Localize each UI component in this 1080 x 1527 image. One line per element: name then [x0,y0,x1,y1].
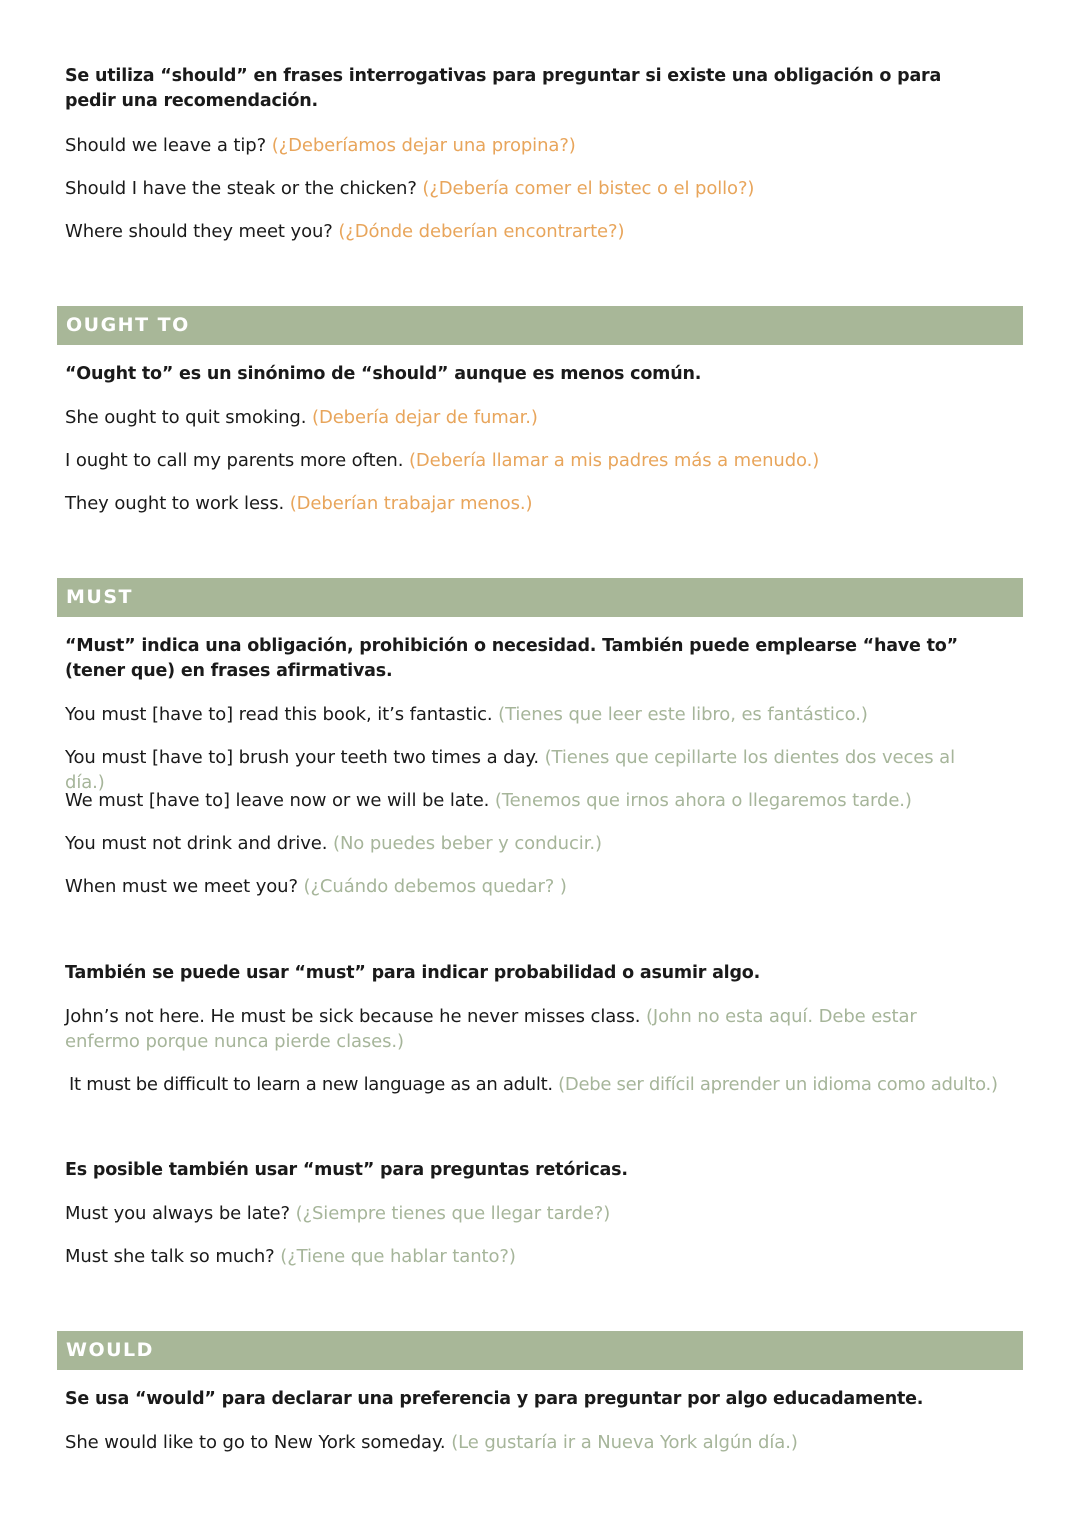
example-translation: (¿Cuándo debemos quedar? ) [303,876,567,897]
example-english: Should we leave a tip? [65,135,267,156]
example-english: You must [have to] brush your teeth two times a day. [65,747,539,768]
example-line [69,1072,1014,1097]
example-english: It must be difficult to learn a new language as an adult. [69,1074,553,1095]
example-english: Must you always be late? [65,1203,290,1224]
example-line [65,788,995,813]
example-line [65,176,995,201]
example-translation: (Debe ser difícil aprender un idioma como adulto.) [558,1074,998,1095]
example-line [65,874,995,899]
example-english: Where should they meet you? [65,221,333,242]
example-english: Should I have the steak or the chicken? [65,178,417,199]
example-line [65,405,995,430]
should-questions-rule: Se utiliza “should” en frases interrogativas para preguntar si existe una obligación o para pedir una recomendación. [65,66,942,111]
section-header-would: WOULD [57,1331,1023,1370]
section-header-must: MUST [57,578,1023,617]
must-probability-rule: También se puede usar “must” para indicar probabilidad o asumir algo. [65,963,761,983]
example-english: Must she talk so much? [65,1246,275,1267]
must-rule: “Must” indica una obligación, prohibición o necesidad. También puede emplearse “have to” (tener que) en frases afirmativas. [65,636,958,681]
example-line [65,702,995,727]
example-translation: (Debería dejar de fumar.) [312,407,538,428]
example-line [65,448,995,473]
example-english: She ought to quit smoking. [65,407,307,428]
example-english: I ought to call my parents more often. [65,450,404,471]
example-translation: (John no esta aquí. Debe estar enfermo porque nunca pierde clases.) [65,1006,917,1052]
example-translation: (Tenemos que irnos ahora o llegaremos tarde.) [494,790,912,811]
example-line [65,1430,995,1455]
example-english: We must [have to] leave now or we will be late. [65,790,490,811]
example-english: You must [have to] read this book, it’s fantastic. [65,704,493,725]
example-translation: (¿Dónde deberían encontrarte?) [338,221,625,242]
example-english: You must not drink and drive. [65,833,328,854]
example-english: When must we meet you? [65,876,298,897]
example-translation: (No puedes beber y conducir.) [333,833,602,854]
example-translation: (Tienes que leer este libro, es fantástico.) [498,704,868,725]
example-line [65,1004,990,1054]
example-english: She would like to go to New York someday. [65,1432,446,1453]
example-translation: (Debería llamar a mis padres más a menudo.) [408,450,820,471]
example-translation: (¿Deberíamos dejar una propina?) [271,135,576,156]
example-translation: (Le gustaría ir a Nueva York algún día.) [451,1432,798,1453]
example-line [65,219,995,244]
example-translation: (Deberían trabajar menos.) [289,493,533,514]
would-rule: Se usa “would” para declarar una preferencia y para preguntar por algo educadamente. [65,1389,924,1409]
ought-to-rule: “Ought to” es un sinónimo de “should” aunque es menos común. [65,364,702,384]
example-english: John’s not here. He must be sick because he never misses class. [65,1006,646,1027]
must-rhetorical-rule: Es posible también usar “must” para preguntas retóricas. [65,1160,628,1180]
example-translation: (¿Siempre tienes que llegar tarde?) [295,1203,611,1224]
example-line [65,1201,995,1226]
example-translation: (¿Debería comer el bistec o el pollo?) [422,178,755,199]
example-english: They ought to work less. [65,493,285,514]
example-translation: (Tienes que cepillarte los dientes dos veces al día.) [65,747,955,793]
section-header-ought-to: OUGHT TO [57,306,1023,345]
example-line [65,491,995,516]
example-translation: (¿Tiene que hablar tanto?) [280,1246,516,1267]
example-line [65,133,995,158]
example-line [65,1244,995,1269]
example-line [65,831,995,856]
